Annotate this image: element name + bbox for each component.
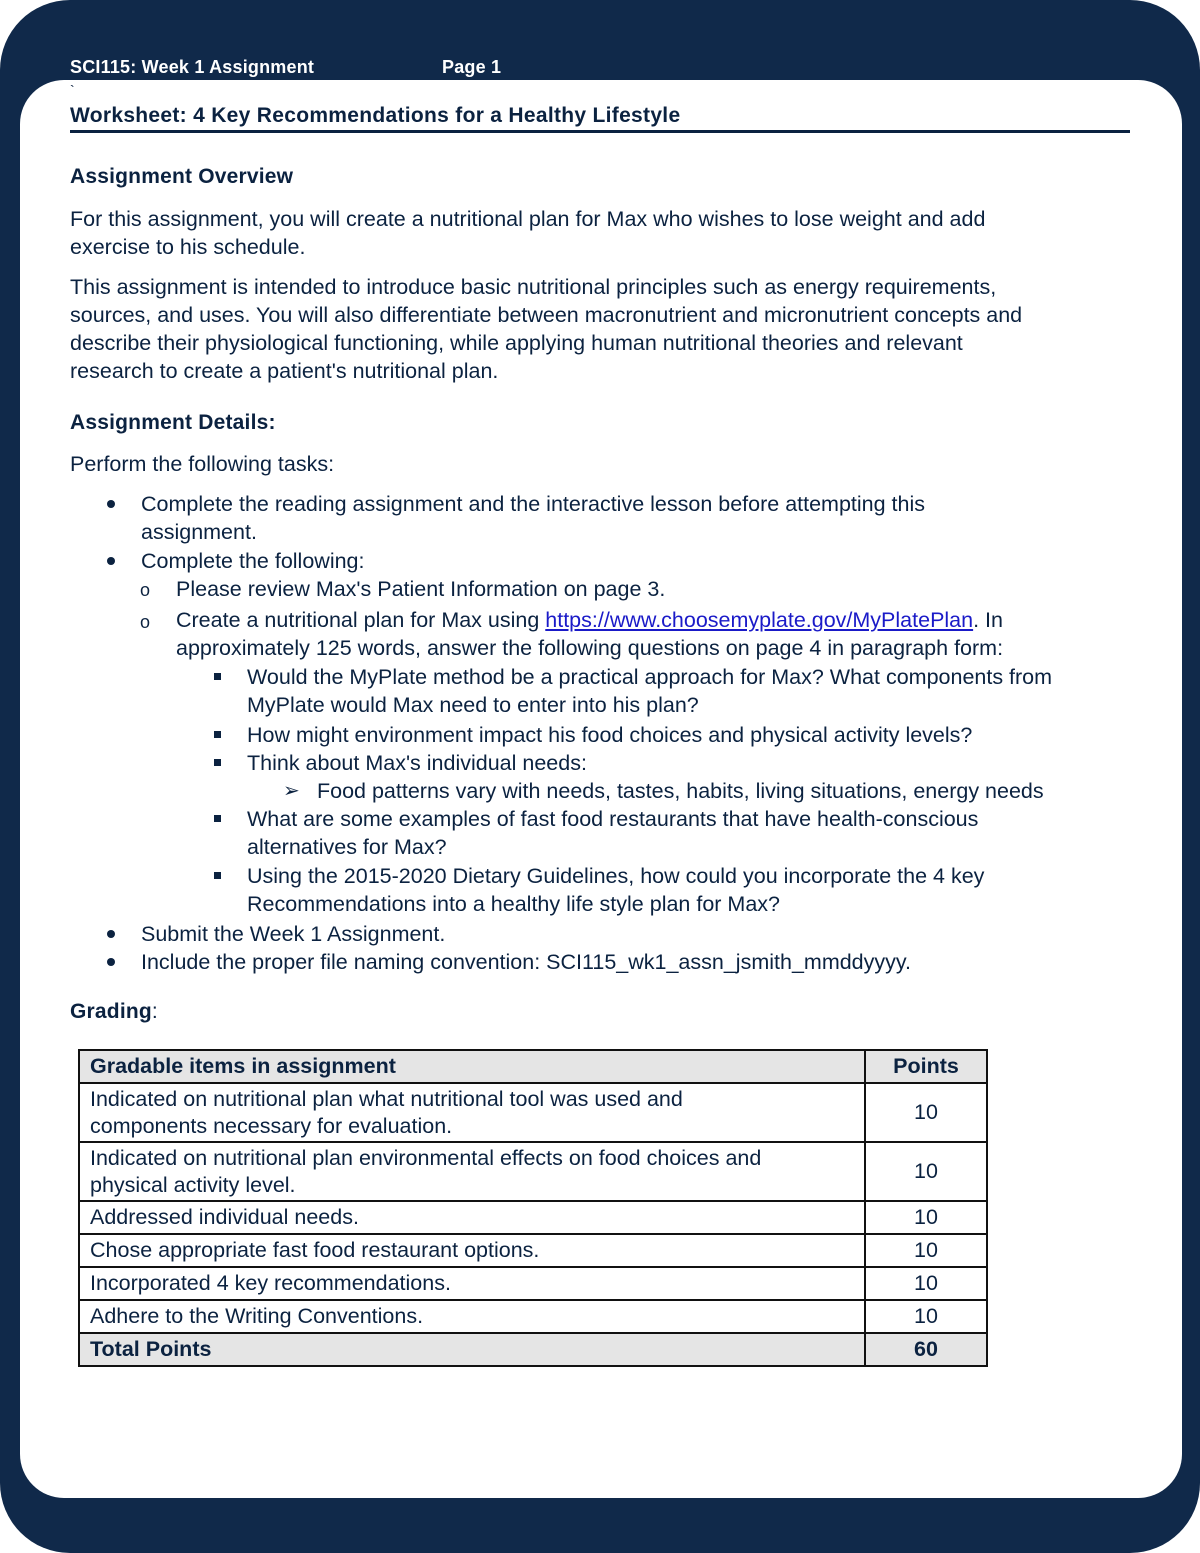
table-cell-points: 10 [865, 1300, 987, 1333]
text-line: Recommendations into a healthy life style plan for Max? [247, 892, 780, 916]
table-cell-item [79, 1142, 865, 1201]
list-item: How might environment impact his food choices and physical activity levels? [247, 723, 973, 747]
total-points: 60 [865, 1333, 987, 1366]
square-bullet-icon [214, 815, 221, 822]
overview-paragraph-2 [70, 273, 1130, 385]
table-total-row [79, 1333, 987, 1366]
table-header-row [79, 1050, 987, 1083]
table-cell-points: 10 [865, 1234, 987, 1267]
overview-paragraph-1 [70, 205, 1130, 261]
overview-heading: Assignment Overview [70, 165, 294, 188]
list-item: Please review Max's Patient Information on page 3. [176, 577, 666, 601]
text-span: . In [973, 608, 1003, 632]
bullet-icon [107, 557, 115, 565]
table-row [79, 1083, 987, 1142]
document-page [20, 80, 1182, 1498]
list-item [247, 805, 978, 861]
text-line: alternatives for Max? [247, 835, 447, 859]
list-item: Include the proper file naming convention: SCI115_wk1_assn_jsmith_mmddyyyy. [141, 950, 912, 974]
table-row [79, 1267, 987, 1300]
details-heading: Assignment Details: [70, 411, 276, 434]
text-line: For this assignment, you will create a nutritional plan for Max who wishes to lose weight and add [70, 207, 986, 231]
table-cell-points: 10 [865, 1201, 987, 1234]
table-cell-item: Addressed individual needs. [79, 1201, 865, 1234]
list-item [247, 862, 984, 918]
text-line: Using the 2015-2020 Dietary Guidelines, how could you incorporate the 4 key [247, 864, 985, 888]
text-line: Complete the reading assignment and the interactive lesson before attempting this [141, 492, 926, 516]
bullet-icon [107, 500, 115, 508]
text-line: assignment. [141, 520, 257, 544]
column-header-points: Points [865, 1050, 987, 1083]
text-line [176, 606, 1003, 634]
text-line: components necessary for evaluation. [90, 1113, 453, 1138]
text-span: Create a nutritional plan for Max using [176, 608, 546, 632]
text-line: Indicated on nutritional plan what nutritional tool was used and [90, 1086, 683, 1111]
circle-bullet-icon: o [140, 580, 151, 600]
circle-bullet-icon: o [140, 612, 151, 632]
list-item [176, 606, 1003, 662]
myplate-link[interactable]: https://www.choosemyplate.gov/MyPlatePlan [545, 608, 974, 632]
list-item [247, 663, 1052, 719]
table-cell-points: 10 [865, 1267, 987, 1300]
text-line: describe their physiological functioning, while applying human nutritional theories and relevant [70, 331, 963, 355]
table-cell-item: Adhere to the Writing Conventions. [79, 1300, 865, 1333]
grading-heading-text: Grading [70, 1000, 152, 1023]
bullet-icon [107, 930, 115, 938]
bullet-icon [107, 958, 115, 966]
arrow-bullet-icon: ➢ [283, 780, 300, 802]
text-line: This assignment is intended to introduce basic nutritional principles such as energy requirements, [70, 275, 997, 299]
text-line: MyPlate would Max need to enter into his plan? [247, 693, 699, 717]
grading-heading-colon: : [151, 1000, 158, 1023]
square-bullet-icon [214, 759, 221, 766]
text-line: physical activity level. [90, 1172, 296, 1197]
column-header-item: Gradable items in assignment [79, 1050, 865, 1083]
list-item: Complete the following: [141, 549, 365, 573]
text-line: Indicated on nutritional plan environmental effects on food choices and [90, 1145, 762, 1170]
text-line: research to create a patient's nutritional plan. [70, 359, 499, 383]
table-cell-item: Chose appropriate fast food restaurant options. [79, 1234, 865, 1267]
square-bullet-icon [214, 673, 221, 680]
table-cell-points: 10 [865, 1142, 987, 1201]
grading-heading [70, 1000, 158, 1024]
list-item: Submit the Week 1 Assignment. [141, 922, 446, 946]
table-row [79, 1142, 987, 1201]
text-line: What are some examples of fast food restaurants that have health-conscious [247, 807, 979, 831]
details-intro: Perform the following tasks: [70, 452, 335, 476]
text-line: sources, and uses. You will also differentiate between macronutrient and micronutrient concepts and [70, 303, 1023, 327]
table-cell-item [79, 1083, 865, 1142]
page-number: Page 1 [442, 57, 502, 77]
list-item: Food patterns vary with needs, tastes, habits, living situations, energy needs [317, 779, 1044, 803]
table-cell-item: Incorporated 4 key recommendations. [79, 1267, 865, 1300]
text-line: approximately 125 words, answer the following questions on page 4 in paragraph form: [176, 636, 1004, 660]
table-cell-points: 10 [865, 1083, 987, 1142]
stray-mark: ` [70, 82, 75, 98]
list-item [141, 490, 925, 546]
worksheet-title: Worksheet: 4 Key Recommendations for a Healthy Lifestyle [70, 104, 1130, 133]
text-line: Would the MyPlate method be a practical approach for Max? What components from [247, 665, 1053, 689]
text-line: exercise to his schedule. [70, 235, 306, 259]
table-row [79, 1201, 987, 1234]
table-row [79, 1300, 987, 1333]
table-row [79, 1234, 987, 1267]
total-label: Total Points [79, 1333, 865, 1366]
course-label: SCI115: Week 1 Assignment [70, 57, 315, 77]
square-bullet-icon [214, 731, 221, 738]
grading-table [78, 1049, 988, 1367]
list-item: Think about Max's individual needs: [247, 751, 587, 775]
square-bullet-icon [214, 872, 221, 879]
